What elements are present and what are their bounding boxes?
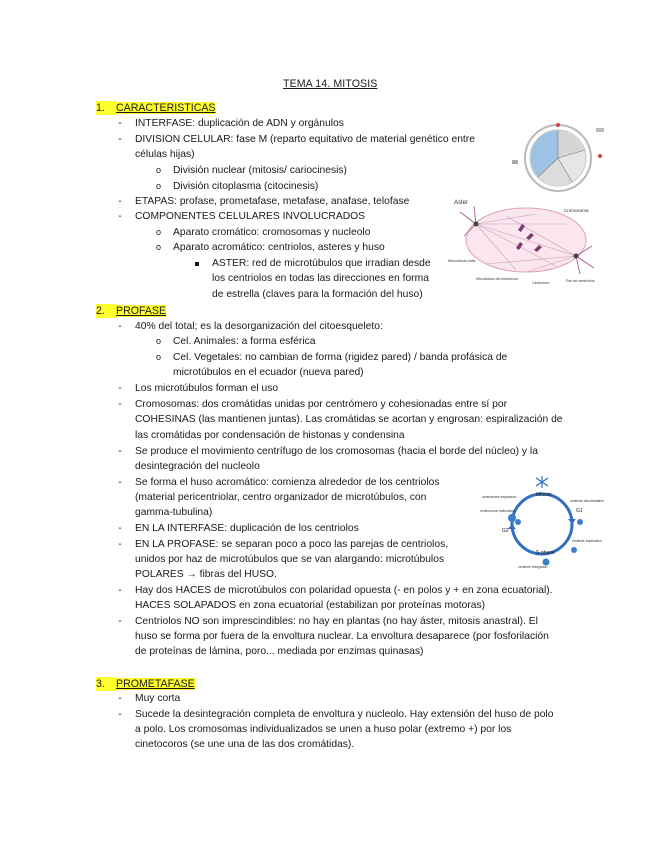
text-line: Aparato acromático: centriolos, asteres y huso [173, 242, 385, 253]
text-line: División nuclear (mitosis/ cariocinesis) [173, 165, 347, 176]
bullet-dash: - [118, 477, 122, 488]
section-heading-prometafase: 3. PROMETAFASE [96, 678, 195, 690]
bullet-circle: o [156, 227, 162, 237]
text-line: microtúbulos en el ecuador (nueva pared) [173, 367, 364, 378]
text-line: COMPONENTES CELULARES INVOLUCRADOS [135, 211, 366, 222]
bullet-circle: o [156, 352, 162, 362]
bullet-circle: o [156, 242, 162, 252]
text-line: ETAPAS: profase, prometafase, metafase, anafase, telofase [135, 196, 410, 207]
text-line: EN LA PROFASE: se separan poco a poco las parejas de centriolos, [135, 539, 449, 550]
figure-label-microtubulo-polar: Microtúbulo polar [448, 259, 476, 263]
bullet-dash: - [118, 321, 122, 332]
text-line: a polo. Los cromosomas individualizados se unen a huso polar (extremo +) por los [135, 724, 512, 735]
figure-label-aster: Aster [454, 200, 469, 206]
text-line: de proteínas de lámina, poro... mediada por enzimas quinasas) [135, 646, 424, 657]
text-line: Los microtúbulos forman el uso [135, 383, 279, 394]
bullet-dash: - [118, 118, 122, 129]
text-line: unidos por haz de microtúbulos que se van alargando: microtúbulos [135, 554, 445, 565]
text-line: Muy corta [135, 693, 181, 704]
text-line: POLARES → fibras del HUSO. [135, 569, 277, 580]
text-line: gamma-tubulina) [135, 507, 213, 518]
bullet-dash: - [118, 134, 122, 145]
text-line: ASTER: red de microtúbulos que irradian desde [212, 258, 431, 269]
text-line: HACES SOLAPADOS en zona ecuatorial (estabilizan por proteínas motoras) [135, 600, 486, 611]
cycle-label-duplication: centriole duplication [572, 539, 602, 543]
text-line: Centriolos NO son imprescindibles: no hay en plantas (no hay áster, mitosis anastral). El [135, 616, 538, 627]
bullet-dash: - [118, 196, 122, 207]
cell-cycle-pie-figure [510, 120, 606, 194]
cycle-label-mitosis: Mitosis [536, 492, 552, 498]
text-line: Cel. Vegetales: no cambian de forma (rigidez pared) / banda profásica de [173, 352, 508, 363]
text-line: huso se forma por fuera de la envoltura nuclear. La envoltura desaparece (por fosforilación [135, 631, 549, 642]
text-line: Se produce el movimiento centrífugo de los cromosomas (hacia el borde del núcleo) y la [135, 446, 538, 457]
text-line: Cel. Animales: a forma esférica [173, 336, 316, 347]
cycle-label-s-phase: S-phase [536, 550, 555, 556]
text-line: Sucede la desintegración completa de envoltura y nucleolo. Hay extensión del huso de polo [135, 709, 554, 720]
figure-label-cromosoma: Cromosoma [564, 208, 589, 213]
figure-label-microtubulo-cinetocoro: Microtúbulo del cinetocoro [476, 277, 518, 281]
text-line: Cromosomas: dos cromátidas unidas por centrómero y cohesionadas entre sí por [135, 399, 508, 410]
text-line: Se forma el huso acromático: comienza alrededor de los centriolos [135, 477, 440, 488]
section-heading-profase: 2. PROFASE [96, 305, 167, 317]
text-line: cinetocoros (se une una de las dos cromátidas). [135, 739, 355, 750]
bullet-dash: - [118, 616, 122, 627]
cycle-label-g2: G2 [502, 528, 509, 534]
text-line: las cromátidas por condensación de histonas y condensina [135, 430, 405, 441]
text-line: EN LA INTERFASE: duplicación de los centriolos [135, 523, 359, 534]
bullet-dash: - [118, 693, 122, 704]
text-line: desintegración del nucleolo [135, 461, 260, 472]
section-heading-caracteristicas: 1. CARACTERISTICAS [96, 102, 216, 114]
bullet-dash: - [118, 709, 122, 720]
text-line: INTERFASE: duplicación de ADN y orgánulos [135, 118, 344, 129]
cycle-label-maturation: centrosome maturation [480, 509, 515, 513]
bullet-dash: - [118, 523, 122, 534]
bullet-circle: o [156, 181, 162, 191]
bullet-dash: - [118, 585, 122, 596]
text-line: de estrella (claves para la formación del huso) [212, 289, 423, 300]
bullet-square [195, 262, 199, 266]
text-line: células hijas) [135, 149, 195, 160]
bullet-dash: - [118, 399, 122, 410]
text-line: DIVISION CELULAR: fase M (reparto equitativo de material genético entre [135, 134, 475, 145]
text-line: los centriolos en todas las direcciones en forma [212, 273, 429, 284]
figure-label-cinetocoro: Cinetocoro [532, 281, 550, 285]
bullet-dash: - [118, 211, 122, 222]
bullet-dash: - [118, 383, 122, 394]
cycle-label-elongation: centriole elongation [518, 565, 548, 569]
centrosome-cycle-figure [476, 472, 610, 572]
bullet-circle: o [156, 336, 162, 346]
cycle-label-g1: G1 [576, 508, 583, 514]
figure-label-par-centriolos: Par de centriolos [566, 279, 595, 283]
page-title: TEMA 14. MITOSIS [283, 78, 378, 90]
bullet-circle: o [156, 165, 162, 175]
text-line: (material pericentriolar, centro organizador de microtúbulos, con [135, 492, 427, 503]
cycle-label-disorientation: centriole disorientation [570, 499, 604, 503]
text-line: Hay dos HACES de microtúbulos con polaridad opuesta (- en polos y + en zona ecuatorial). [135, 585, 553, 596]
bullet-dash: - [118, 446, 122, 457]
cycle-label-separation: centrosome separation [482, 495, 517, 499]
text-line: 40% del total; es la desorganización del citoesqueleto: [135, 321, 383, 332]
text-line: COHESINAS (las mantienen juntas). Las cromátidas se acortan y engrosan: espiralización de [135, 414, 563, 425]
text-line: División citoplasma (citocinesis) [173, 181, 319, 192]
aster-spindle-figure [446, 194, 610, 286]
bullet-dash: - [118, 539, 122, 550]
text-line: Aparato cromático: cromosomas y nucleolo [173, 227, 371, 238]
